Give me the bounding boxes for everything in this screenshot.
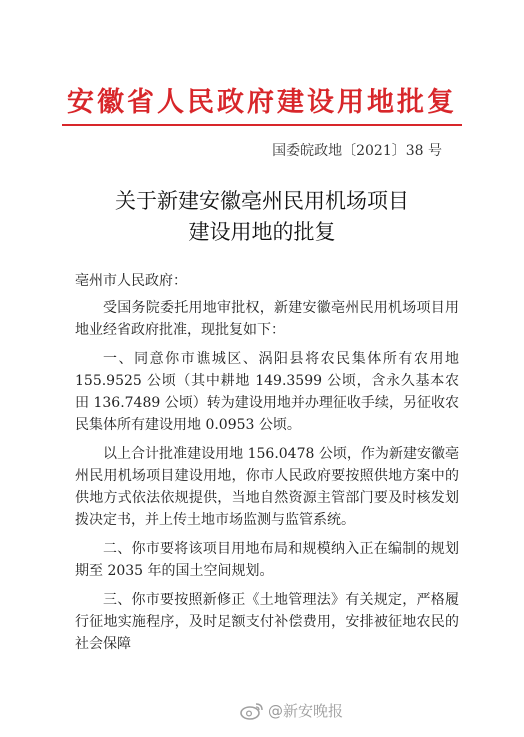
watermark xyxy=(240,700,343,721)
document-title xyxy=(0,186,524,248)
document-header-title: 安徽省人民政府建设用地批复 xyxy=(67,87,457,118)
document-title-line-2: 建设用地的批复 xyxy=(188,220,336,244)
paragraph-item-1: 一、同意你市谯城区、涡阳县将农民集体所有农用地 155.9525 公顷（其中耕地 149.3599 公顷，含永久基本农田 136.7489 公顷）转为建设用地并办理征收手续，另征收农民集体所有建设用地 0.0953 公顷。 xyxy=(75,351,459,433)
paragraph-intro: 受国务院委托用地审批权，新建安徽亳州民用机场项目用地业经省政府批准，现批复如下： xyxy=(75,300,459,338)
paragraph-item-2: 二、你市要将该项目用地布局和规模纳入正在编制的规划期至 2035 年的国土空间规划。 xyxy=(75,541,459,579)
paragraph-total: 以上合计批准建设用地 156.0478 公顷，作为新建安徽亳州民用机场项目建设用地，你市人民政府要按照供地方案中的供地方式依法依规提供，当地自然资源主管部门要及时核发划拨决定书，并上传土地市场监测与监管系统。 xyxy=(75,446,459,528)
watermark-text: @新安晚报 xyxy=(268,702,344,720)
document-title-line-1: 关于新建安徽亳州民用机场项目 xyxy=(115,189,409,213)
weibo-icon xyxy=(240,702,264,720)
document-number: 国委皖政地〔2021〕38 号 xyxy=(272,143,442,159)
red-divider-line xyxy=(62,124,462,126)
salutation: 亳州市人民政府： xyxy=(75,273,187,289)
document-body xyxy=(75,297,459,662)
paragraph-item-3: 三、你市要按照新修正《土地管理法》有关规定，严格履行征地实施程序，及时足额支付补偿费用，安排被征地农民的社会保障 xyxy=(75,592,459,652)
